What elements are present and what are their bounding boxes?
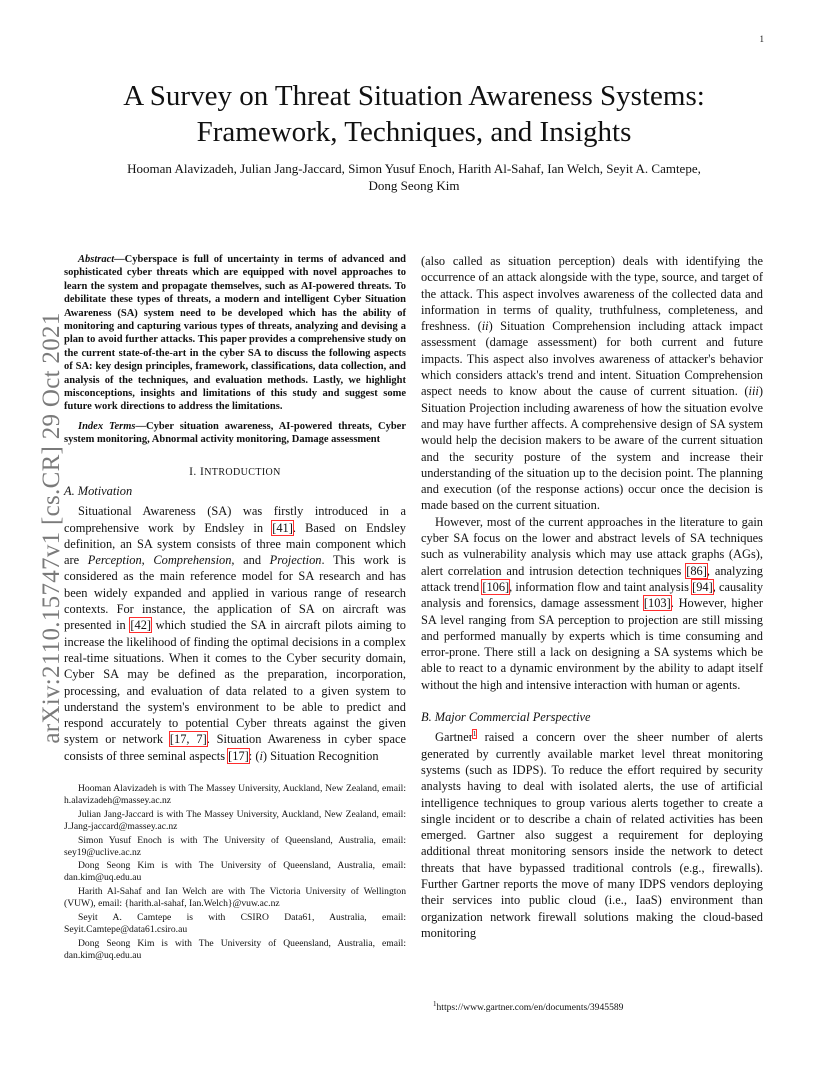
text-span: However, most of the current approaches in the literature to gain cyber SA focus on the lower and abstract levels of SA techniques such as vulnerability analysis which may use attack graphs (AGs), alert correlation and intrusion detection techniques [421, 514, 763, 578]
abstract-lead: Abstract [78, 254, 115, 265]
roman-numeral: iii [748, 384, 759, 399]
roman-numeral: ii [481, 319, 489, 334]
abstract-text: —Cyberspace is full of uncertainty in terms of advanced and sophisticated cyber threats which are equipped with novel approaches to learn the system and propagate themselves, such as AI-powered threats. To debilitate these types of threats, a modern and intelligent Cyber Situation Awareness (SA) system need to be developed which has the ability of monitoring and capturing various types of threats, analyzing and devising a plan to avoid further attacks. This paper provides a comprehensive study on the current state-of-the-art in the cyber SA to discuss the following aspects of SA: key design principles, framework, classifications, data collection, and analysis of the techniques, and evaluation methods. Lastly, we highlight misconceptions, insights and limitations of this study and suggest some future work directions to address the limitations. [64, 254, 406, 413]
roman-numeral: i [259, 748, 263, 763]
citation-link[interactable]: [86] [686, 563, 707, 578]
abstract [64, 253, 406, 414]
section-initial: I [199, 465, 205, 478]
text-span: , [141, 553, 154, 568]
index-terms-lead: Index Terms [78, 420, 136, 432]
footnote: Julian Jang-Jaccard is with The Massey University, Auckland, New Zealand, email: J.Jang-jaccard@massey.ac.nz [64, 808, 406, 832]
text-span: Situational Awareness (SA) was firstly introduced in a comprehensive work by Endsley in [64, 504, 406, 535]
left-column [64, 253, 406, 964]
section-rest: NTRODUCTION [204, 466, 281, 478]
right-column [421, 253, 763, 941]
footnote: Harith Al-Sahaf and Ian Welch are with The Victoria University of Wellington (VUW), email: {harith.al-sahaf, Ian.Welch}@vuw.ac.nz [64, 886, 406, 910]
footnote: Seyit A. Camtepe is with CSIRO Data61, Australia, email: Seyit.Camtepe@data61.csiro.au [64, 912, 406, 935]
footnote-link[interactable]: 1 [472, 730, 477, 739]
term-projection: Projection [269, 553, 322, 568]
term-comprehension: Comprehension [153, 553, 232, 568]
section-numeral: I. [189, 465, 200, 478]
section-heading-introduction [64, 464, 406, 481]
text-span: , causality analysis and forensics, damage assessment [421, 579, 764, 611]
index-terms [64, 420, 406, 447]
title-line-1: A Survey on Threat Situation Awareness Systems: [123, 80, 705, 112]
citation-link[interactable]: [94] [692, 579, 713, 594]
text-span: (also called as situation perception) deals with identifying the occurrence of an attack alongside with the type, source, and target of the attack. This aspect involves awareness of the collected data and information in terms of quality, truthfulness, completeness, and freshness. ( [421, 254, 763, 334]
text-span: raised a concern over the sheer number of alerts generated by currently available market level threat monitoring systems (such as IDPS). To reduce the effort required by security analysts having to deal with isolated alerts, the use of artificial intelligence techniques to group various alerts together to create a single incident or to describe a chain of related activities has been emerged. Gartner also suggest a requirement for deploying additional threat monitoring sensors inside the network to detect threats that have bypassed traditional controls (e.g., firewalls). Further Gartner reports the move of many IDPS vendors deploying their services into public cloud (i.e., IaaS) environment than organization network firewall solutions making the cloud-based monitoring [421, 730, 763, 940]
citation-link[interactable]: [41] [272, 520, 293, 535]
text-span: , information flow and taint analysis [509, 579, 693, 594]
citation-link[interactable]: [17] [228, 748, 249, 763]
footnote-mark: 1 [433, 999, 437, 1008]
text-span: Gartner [435, 730, 473, 745]
index-terms-text: —Cyber situation awareness, AI-powered threats, Cyber system monitoring, Abnormal activity monitoring, Damage assessment [64, 420, 406, 446]
author-list [0, 160, 828, 194]
footnote-url[interactable]: https://www.gartner.com/en/documents/3945589 [436, 1002, 624, 1013]
text-span: . This work is considered as the main reference model for SA research and has been widely expanded and applied in various range of research contexts. For instance, the application of SA on aircraft was presented in [64, 553, 406, 633]
paragraph-motivation [64, 503, 406, 764]
paragraph-current-approaches [421, 514, 763, 693]
text-span: , analyzing attack trend [421, 563, 763, 594]
arxiv-stamp: arXiv:2110.15747v1 [cs.CR] 29 Oct 2021 [38, 312, 65, 744]
paper-title [0, 78, 828, 150]
citation-link[interactable]: [17, 7] [169, 732, 207, 747]
subsection-heading-commercial: B. Major Commercial Perspective [421, 710, 591, 725]
authors-line-1: Hooman Alavizadeh, Julian Jang-Jaccard, Simon Yusuf Enoch, Harith Al-Sahaf, Ian Welch, Seyit A. Camtepe, [127, 161, 701, 176]
page-number: 1 [759, 34, 764, 44]
citation-link[interactable]: [103] [643, 596, 671, 611]
citation-link[interactable]: [42] [130, 618, 152, 633]
paragraph-gartner [421, 729, 763, 941]
subsection-heading-motivation: A. Motivation [64, 483, 133, 498]
term-perception: Perception [87, 553, 142, 568]
citation-link[interactable]: [106] [482, 579, 510, 594]
title-line-2: Framework, Techniques, and Insights [196, 116, 632, 148]
paragraph-situation-aspects [421, 253, 763, 514]
footnote: Dong Seong Kim is with The University of Queensland, Australia, email: dan.kim@uq.edu.au [64, 937, 406, 961]
text-span: . Situation Awareness in cyber space consists of three seminal aspects [64, 732, 407, 763]
footnote: Simon Yusuf Enoch is with The University of Queensland, Australia, email: sey19@uclive.ac.nz [64, 834, 406, 858]
text-span: . However, higher SA level ranging from SA perception to projection are still missing and performed manually by experts which is time consuming and error-prone. There still a lack on designing a SA systems which be able to react to a dynamic environment by the ability to adapt itself without the high and intensive interaction with human or agents. [421, 596, 763, 692]
gartner-footnote [421, 999, 763, 1014]
text-span: which studied the SA in aircraft pilots aiming to increase the likelihood of finding the optimal decisions in a complex real-time situations. When it comes to the Cyber security domain, Cyber SA may be defined as the preparation, incorporation, processing, and evaluation of data related to a given system to understand the system's environment to be able to predict and respond accurately to potential Cyber threats against the given system or network [64, 618, 406, 747]
footnote: Hooman Alavizadeh is with The Massey University, Auckland, New Zealand, email: h.alavizadeh@massey.ac.nz [64, 783, 406, 806]
text-span: ) Situation Recognition [262, 748, 379, 763]
author-footnotes [64, 783, 406, 962]
footnote: Dong Seong Kim is with The University of Queensland, Australia, email: dan.kim@uq.edu.au [64, 860, 406, 884]
text-span: ) Situation Projection including awareness of how the situation evolve and may have further affects. A comprehensive design of SA system would help the decision makers to be aware of the current situation and the security posture of the system and increase their understanding of the situation up to the decision point. The planning and execution (of the response actions) occur once the decision is made based on the current situation. [421, 384, 763, 513]
text-span: , and [231, 553, 270, 568]
text-span: ) Situation Comprehension including attack impact assessment (damage assessment) for both current and future impacts. This aspect also involves awareness of attacker's behavior which considers attack's trend and intent. Situation Comprehension aspect needs to know about the cause of current situation. ( [421, 319, 763, 399]
authors-line-2: Dong Seong Kim [368, 178, 460, 193]
text-span: : ( [248, 748, 260, 763]
text-span: . Based on Endsley definition, an SA system consists of three main component which are [64, 520, 406, 568]
